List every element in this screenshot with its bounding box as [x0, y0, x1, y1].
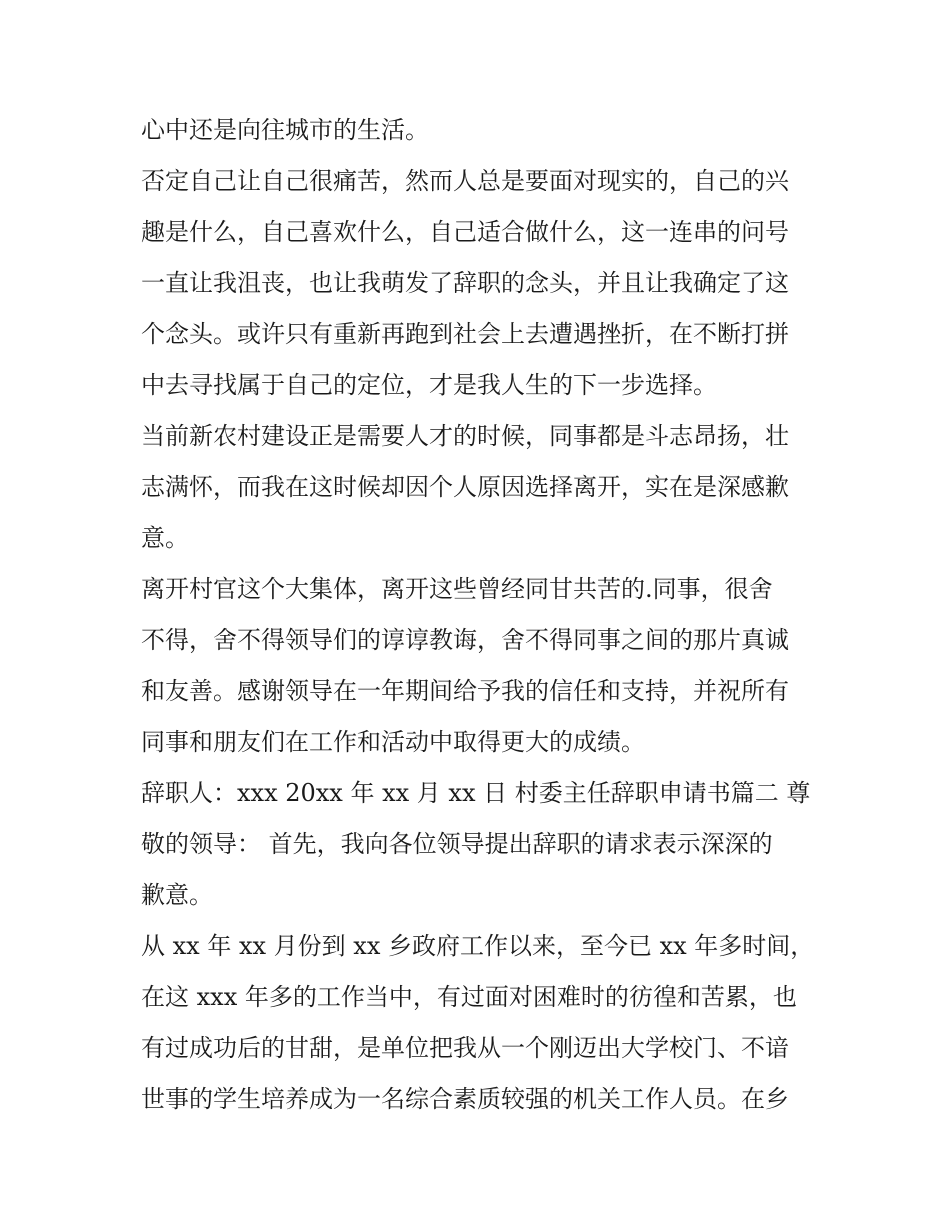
text-line: 敬的领导： 首先，我向各位领导提出辞职的请求表示深深的	[141, 830, 773, 858]
text-line: 不得，舍不得领导们的谆谆教诲，舍不得同事之间的那片真诚	[141, 626, 789, 654]
text-line: 同事和朋友们在工作和活动中取得更大的成绩。	[141, 728, 645, 756]
text-line: 有过成功后的甘甜，是单位把我从一个刚迈出大学校门、不谙	[141, 1034, 789, 1062]
text-line: 意。	[141, 524, 189, 552]
text-line: 一直让我沮丧，也让我萌发了辞职的念头，并且让我确定了这	[141, 269, 789, 297]
text-line: 在这 xxx 年多的工作当中，有过面对困难时的彷徨和苦累，也	[141, 983, 797, 1011]
text-line: 心中还是向往城市的生活。	[141, 116, 429, 144]
text-line: 志满怀，而我在这时候却因个人原因选择离开，实在是深感歉	[141, 473, 789, 501]
text-line: 中去寻找属于自己的定位，才是我人生的下一步选择。	[141, 371, 717, 399]
text-line: 辞职人：xxx 20xx 年 xx 月 xx 日 村委主任辞职申请书篇二 尊	[141, 779, 811, 807]
text-line: 从 xx 年 xx 月份到 xx 乡政府工作以来，至今已 xx 年多时间，	[141, 932, 815, 960]
text-line: 当前新农村建设正是需要人才的时候，同事都是斗志昂扬，壮	[141, 422, 789, 450]
text-line: 趣是什么，自己喜欢什么，自己适合做什么，这一连串的问号	[141, 218, 789, 246]
document-body	[141, 105, 821, 1125]
text-line: 否定自己让自己很痛苦，然而人总是要面对现实的，自己的兴	[141, 167, 789, 195]
text-line: 世事的学生培养成为一名综合素质较强的机关工作人员。在乡	[141, 1085, 789, 1113]
text-line: 和友善。感谢领导在一年期间给予我的信任和支持，并祝所有	[141, 677, 789, 705]
text-line: 个念头。或许只有重新再跑到社会上去遭遇挫折，在不断打拼	[141, 320, 789, 348]
text-line: 歉意。	[141, 881, 213, 909]
text-line: 离开村官这个大集体，离开这些曾经同甘共苦的.同事，很舍	[141, 575, 773, 603]
